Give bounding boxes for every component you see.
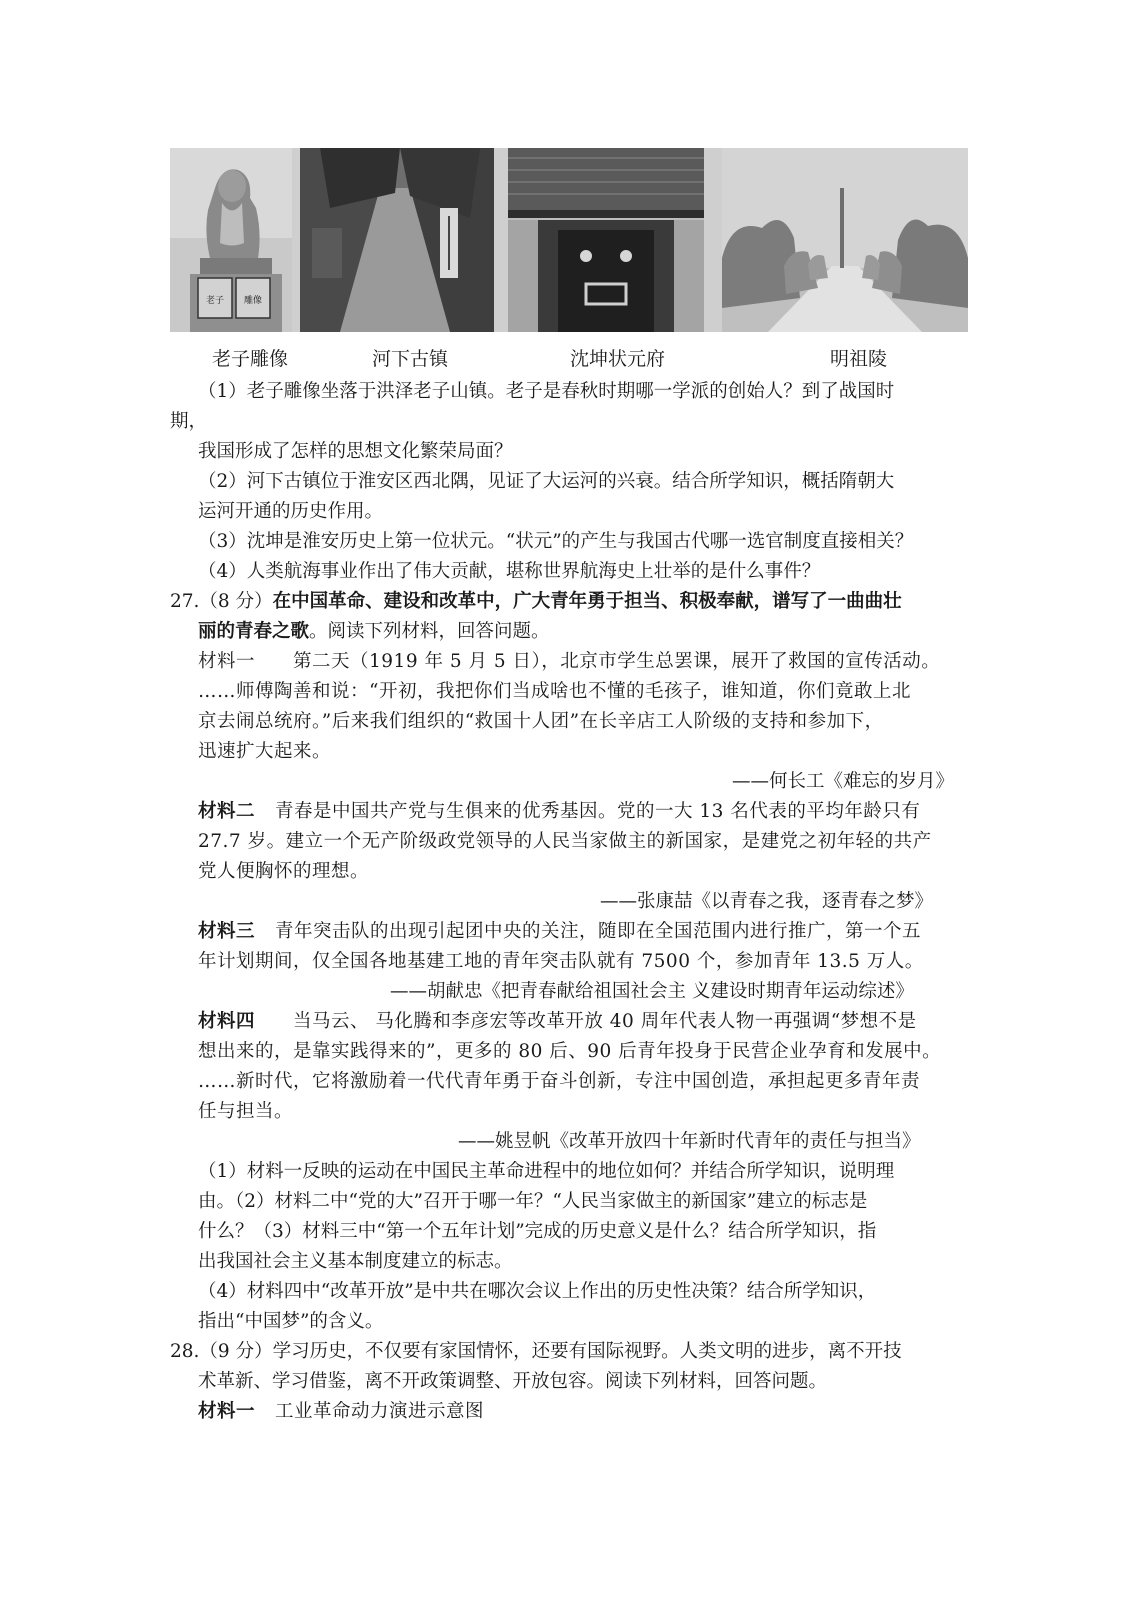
photo-strip <box>170 148 968 332</box>
caption-ming: 明祖陵 <box>830 348 888 370</box>
m3-label: 材料三 <box>198 921 256 942</box>
q26-part1-line2: 期， <box>170 411 208 432</box>
q27-intro-rest: 。阅读下列材料，回答问题。 <box>309 621 550 642</box>
m1-text-1: 第二天（1919 年 5 月 5 日），北京市学生总罢课，展开了救国的宣传活动。 <box>293 651 941 672</box>
photo-captions <box>0 347 1131 377</box>
m2-line2: 27.7 岁。建立一个无产阶级政党领导的人民当家做主的新国家，是建党之初年轻的共产 <box>198 831 932 852</box>
m4-line1 <box>198 1010 917 1034</box>
q28-line1: 28.（9 分）学习历史，不仅要有家国情怀，还要有国际视野。人类文明的进步，离不开技 <box>170 1341 902 1362</box>
m4-text-1: 当马云、 马化腾和李彦宏等改革开放 40 周年代表人物一再强调“梦想不是 <box>293 1011 917 1032</box>
m1-source: ——何长工《难忘的岁月》 <box>732 771 955 792</box>
m1-line1 <box>198 650 940 674</box>
m4-line2: 想出来的，是靠实践得来的”，更多的 80 后、90 后青年投身于民营企业孕育和发展中。 <box>198 1041 942 1062</box>
q27-intro-line2 <box>198 620 550 644</box>
m2-line1 <box>198 800 920 824</box>
m4-label: 材料四 <box>198 1011 256 1032</box>
m1-label: 材料一 <box>198 651 256 672</box>
q27-question-line6: 指出“中国梦”的含义。 <box>198 1311 384 1332</box>
q26-part2-line1: （2）河下古镇位于淮安区西北隅，见证了大运河的兴衰。结合所学知识，概括隋朝大 <box>198 471 895 492</box>
q26-part4: （4）人类航海事业作出了伟大贡献，堪称世界航海史上壮举的是什么事件？ <box>198 561 821 582</box>
q27-number: 27.（8 分） <box>170 591 273 612</box>
m2-source: ——张康喆《以青春之我，逐青春之梦》 <box>600 891 934 912</box>
q28-m1-title: 工业革命动力演进示意图 <box>275 1401 485 1422</box>
q28-m1-label: 材料一 <box>198 1401 256 1422</box>
q27-intro-bold-2: 丽的青春之歌 <box>198 621 310 642</box>
m1-line3: 京去闹总统府。”后来我们组织的“救国十人团”在长辛店工人阶级的支持和参加下， <box>198 711 884 732</box>
q26-part3: （3）沈坤是淮安历史上第一位状元。“状元”的产生与我国古代哪一选官制度直接相关？ <box>198 531 914 552</box>
q26-part1-line1: （1）老子雕像坐落于洪泽老子山镇。老子是春秋时期哪一学派的创始人？到了战国时 <box>198 381 895 402</box>
q27-question-line5: （4）材料四中“改革开放”是中共在哪次会议上作出的历史性决策？结合所学知识， <box>198 1281 877 1302</box>
laozi-statue-photo <box>170 148 292 332</box>
m2-line3: 党人便胸怀的理想。 <box>198 861 370 882</box>
m3-line1 <box>198 920 921 944</box>
q27-question-line1: （1）材料一反映的运动在中国民主革命进程中的地位如何？并结合所学知识，说明理 <box>198 1161 895 1182</box>
svg-text:雕像: 雕像 <box>243 296 263 306</box>
ming-mausoleum-photo <box>722 148 968 332</box>
q28-material1 <box>198 1400 484 1424</box>
q26-part2-line2: 运河开通的历史作用。 <box>198 501 384 522</box>
q28-line2: 术革新、学习借鉴，离不开政策调整、开放包容。阅读下列材料，回答问题。 <box>198 1371 828 1392</box>
m1-line4: 迅速扩大起来。 <box>198 741 332 762</box>
caption-hexia: 河下古镇 <box>372 348 449 370</box>
caption-laozi: 老子雕像 <box>212 348 289 370</box>
m4-line4: 任与担当。 <box>198 1101 294 1122</box>
hexia-town-photo <box>300 148 494 332</box>
caption-shenkun: 沈坤状元府 <box>570 348 666 370</box>
m3-source: ——胡献忠《把青春献给祖国社会主 义建设时期青年运动综述》 <box>390 981 914 1002</box>
m4-line3: ……新时代，它将激励着一代代青年勇于奋斗创新，专注中国创造，承担起更多青年责 <box>198 1071 921 1092</box>
q27-question-line4: 出我国社会主义基本制度建立的标志。 <box>198 1251 513 1272</box>
shenkun-residence-photo <box>508 148 704 332</box>
m1-line2: ……师傅陶善和说：“开初，我把你们当成啥也不懂的毛孩子，谁知道，你们竟敢上北 <box>198 681 911 702</box>
plaque-text: 老子 <box>205 296 225 306</box>
q27-question-line2: 由。（2）材料二中“党的大”召开于哪一年？“人民当家做主的新国家”建立的标志是 <box>198 1191 868 1212</box>
q27-intro-bold-1: 在中国革命、建设和改革中，广大青年勇于担当、积极奉献，谱写了一曲曲壮 <box>272 591 902 612</box>
m2-label: 材料二 <box>198 801 256 822</box>
m4-source: ——姚昱帆《改革开放四十年新时代青年的责任与担当》 <box>458 1131 921 1152</box>
q27-question-line3: 什么？（3）材料三中“第一个五年计划”完成的历史意义是什么？结合所学知识，指 <box>198 1221 877 1242</box>
m3-text-1: 青年突击队的出现引起团中央的关注，随即在全国范围内进行推广，第一个五 <box>275 921 922 942</box>
m2-text-1: 青春是中国共产党与生俱来的优秀基因。党的一大 13 名代表的平均年龄只有 <box>275 801 921 822</box>
q27-intro-line1 <box>170 590 902 614</box>
q26-part1-line3: 我国形成了怎样的思想文化繁荣局面？ <box>198 441 513 462</box>
m3-line2: 年计划期间，仅全国各地基建工地的青年突击队就有 7500 个，参加青年 13.5 万人。 <box>198 951 924 972</box>
